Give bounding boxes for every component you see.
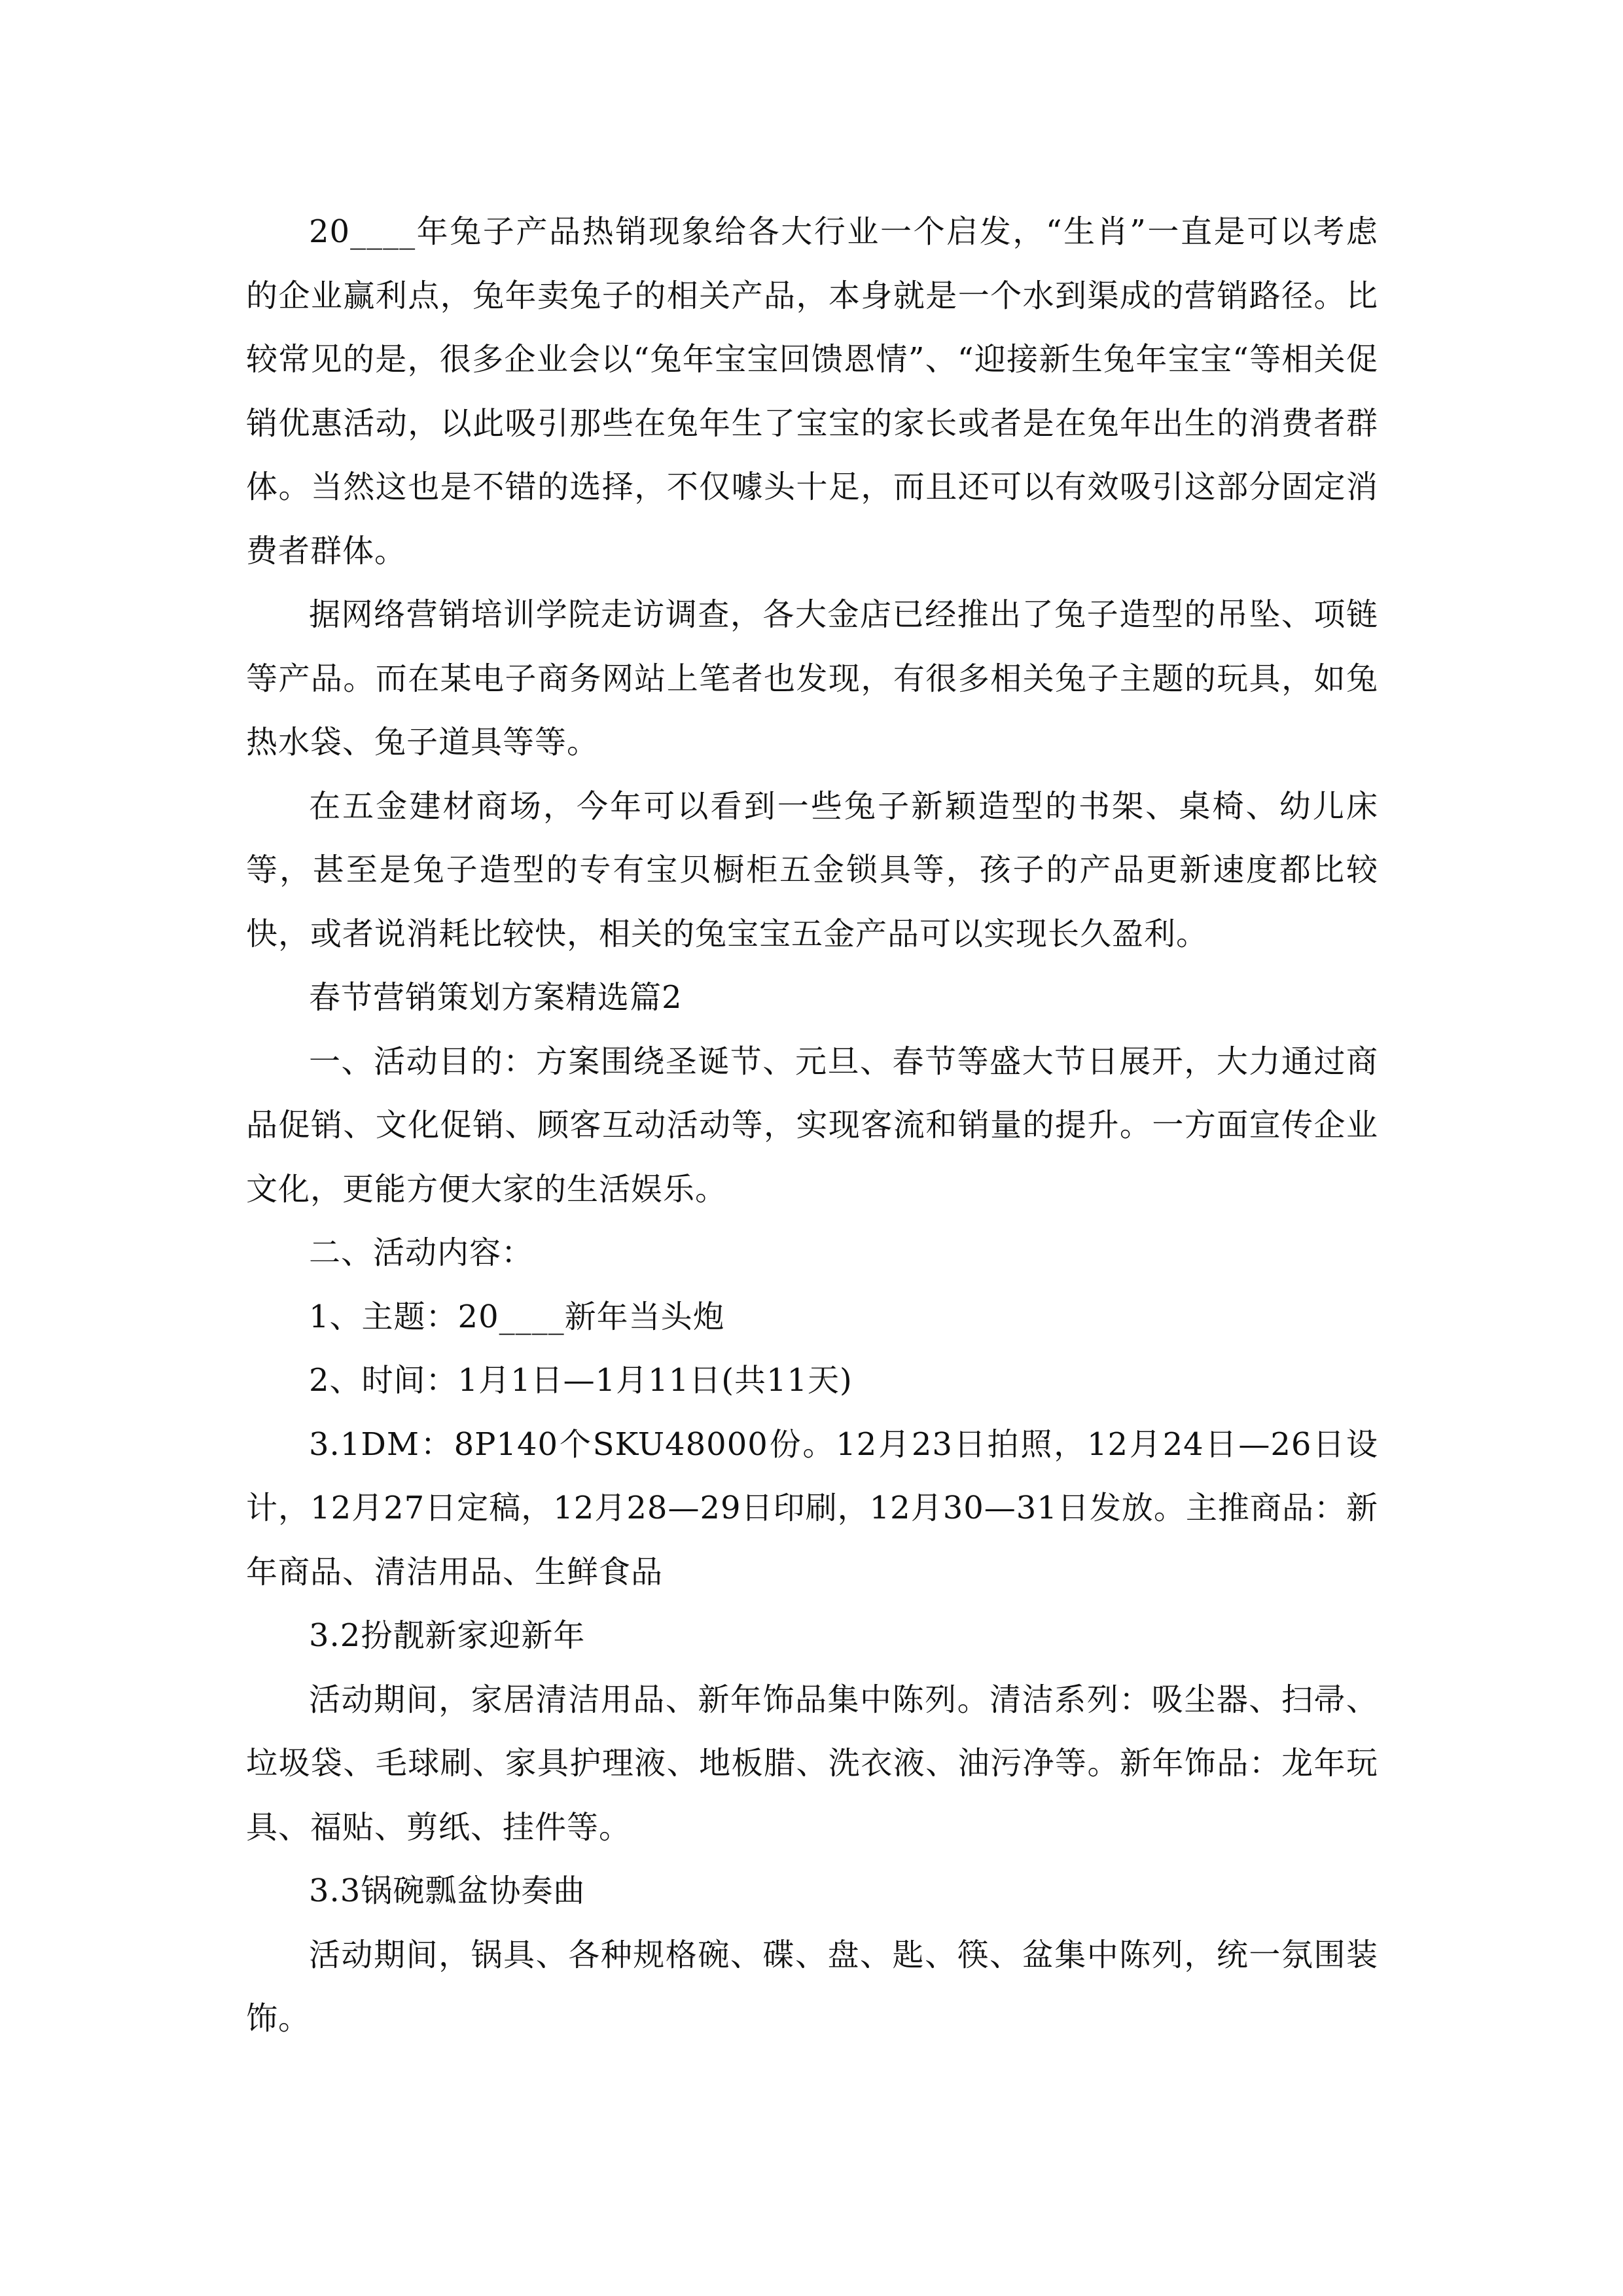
subheading-kitchenware: 3.3锅碗瓢盆协奏曲 [309, 1873, 586, 1909]
paragraph-kitchenware-display: 活动期间，锅具、各种规格碗、碟、盘、匙、筷、盆集中陈列，统一氛围装饰。 [246, 1936, 1378, 2037]
subheading-new-home: 3.2扮靓新家迎新年 [309, 1617, 586, 1654]
paragraph-activity-purpose: 一、活动目的：方案围绕圣诞节、元旦、春节等盛大节日展开，大力通过商品促销、文化促销、顾客互动活动等，实现客流和销量的提升。一方面宣传企业文化，更能方便大家的生活娱乐。 [246, 1043, 1378, 1208]
item-time: 2、时间：1月1日—1月11日(共11天) [309, 1362, 853, 1399]
section-heading-part-2: 春节营销策划方案精选篇2 [309, 979, 683, 1016]
item-dm-schedule: 3.1DM：8P140个SKU48000份。12月23日拍照，12月24日—26日设计，12月27日定稿，12月28—29日印刷，12月30—31日发放。主推商品：新年商品、清洁用品、生鲜食品 [246, 1426, 1378, 1590]
paragraph-rabbit-products-intro: 20____年兔子产品热销现象给各大行业一个启发，“生肖”一直是可以考虑的企业赢利点，兔年卖兔子的相关产品，本身就是一个水到渠成的营销路径。比较常见的是，很多企业会以“兔年宝宝回馈恩情”、“迎接新生兔年宝宝“等相关促销优惠活动，以此吸引那些在兔年生了宝宝的家长或者是在兔年出生的消费者群体。当然这也是不错的选择，不仅噱头十足，而且还可以有效吸引这部分固定消费者群体。 [246, 213, 1378, 569]
document-body [246, 200, 1378, 2051]
heading-activity-content: 二、活动内容： [309, 1234, 534, 1271]
paragraph-hardware-market: 在五金建材商场，今年可以看到一些兔子新颖造型的书架、桌椅、幼儿床等，甚至是兔子造型的专有宝贝橱柜五金锁具等，孩子的产品更新速度都比较快，或者说消耗比较快，相关的兔宝宝五金产品可以实现长久盈利。 [246, 787, 1378, 952]
paragraph-cleaning-decor: 活动期间，家居清洁用品、新年饰品集中陈列。清洁系列：吸尘器、扫帚、垃圾袋、毛球刷、家具护理液、地板腊、洗衣液、油污净等。新年饰品：龙年玩具、福贴、剪纸、挂件等。 [246, 1681, 1378, 1846]
item-theme: 1、主题：20____新年当头炮 [309, 1298, 725, 1335]
paragraph-gold-shop-survey: 据网络营销培训学院走访调查，各大金店已经推出了兔子造型的吊坠、项链等产品。而在某电子商务网站上笔者也发现，有很多相关兔子主题的玩具，如兔热水袋、兔子道具等等。 [246, 596, 1378, 761]
